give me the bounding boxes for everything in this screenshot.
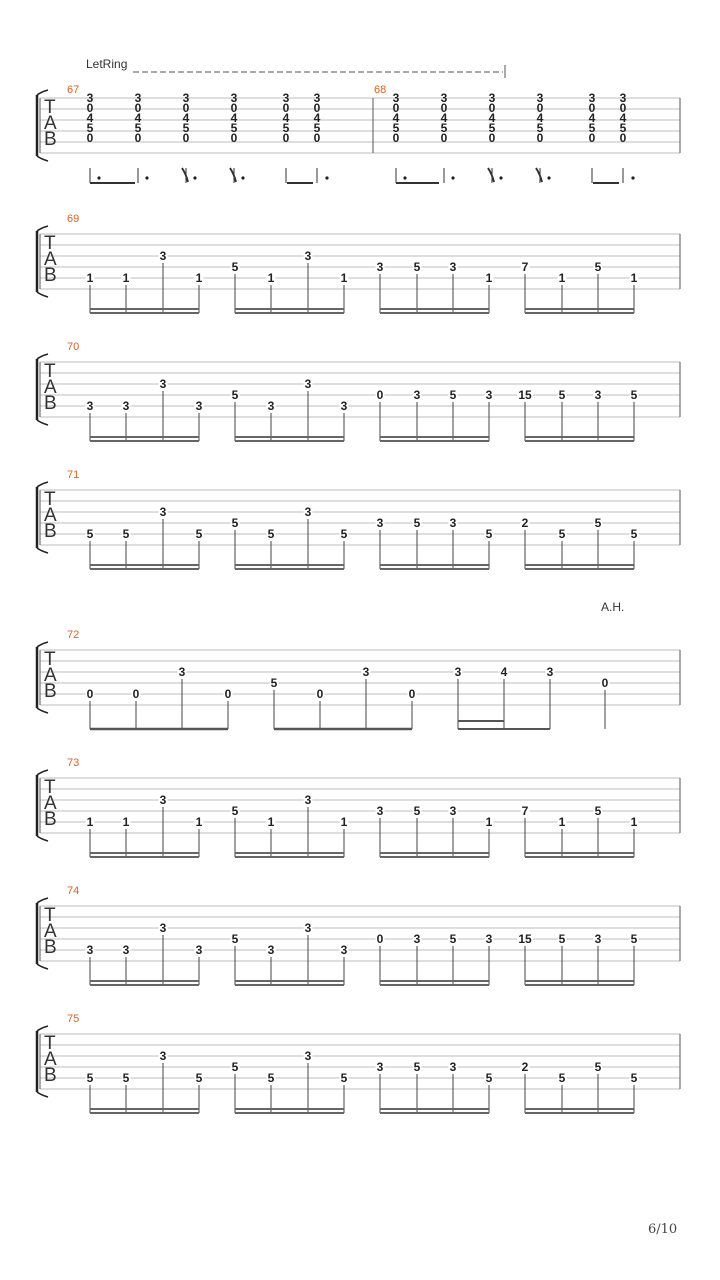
- fret-number: 5: [231, 260, 239, 274]
- tab-letter-t: T: [44, 1033, 56, 1054]
- fret-number: 0: [440, 131, 448, 145]
- tab-letter-t: T: [44, 233, 56, 254]
- fret-number: 3: [304, 1049, 312, 1063]
- fret-number: 5: [267, 1071, 275, 1085]
- fret-number: 4: [619, 111, 627, 125]
- fret-number: 3: [546, 665, 554, 679]
- fret-number: 5: [449, 932, 457, 946]
- fret-number: 4: [500, 665, 508, 679]
- fret-number: 5: [86, 1071, 94, 1085]
- rhythm-dot: [547, 176, 550, 179]
- fret-number: 3: [195, 943, 203, 957]
- fret-number: 3: [134, 91, 142, 105]
- rhythm-dot: [325, 176, 328, 179]
- fret-number: 3: [159, 921, 167, 935]
- tab-letter-a: A: [44, 505, 57, 526]
- fret-number: 5: [86, 527, 94, 541]
- tab-letter-a: A: [44, 921, 57, 942]
- fret-number: 0: [230, 101, 238, 115]
- fret-number: 1: [122, 271, 130, 285]
- fret-number: 4: [134, 111, 142, 125]
- bracket-bottom: [37, 964, 48, 969]
- system-5: [37, 600, 680, 729]
- tab-letter-t: T: [44, 361, 56, 382]
- fret-number: 1: [558, 815, 566, 829]
- fret-number: 15: [518, 932, 532, 946]
- bracket-top: [37, 354, 48, 359]
- fret-number: 5: [413, 804, 421, 818]
- fret-number: 5: [134, 121, 142, 135]
- fret-number: 5: [122, 527, 130, 541]
- fret-number: 3: [304, 377, 312, 391]
- fret-number: 5: [558, 527, 566, 541]
- tab-letter-b: B: [44, 1065, 57, 1086]
- fret-number: 0: [619, 101, 627, 115]
- tab-letter-t: T: [44, 489, 56, 510]
- fret-number: 4: [282, 111, 290, 125]
- measure-number: 68: [374, 84, 387, 96]
- fret-number: 1: [122, 815, 130, 829]
- system-1: [37, 84, 680, 183]
- fret-number: 3: [449, 516, 457, 530]
- fret-number: 3: [619, 91, 627, 105]
- fret-number: 0: [316, 687, 324, 701]
- fret-number: 1: [340, 271, 348, 285]
- fret-number: 5: [594, 804, 602, 818]
- fret-number: 3: [454, 665, 462, 679]
- fret-number: 3: [159, 377, 167, 391]
- fret-number: 0: [588, 131, 596, 145]
- fret-number: 0: [86, 687, 94, 701]
- fret-number: 5: [619, 121, 627, 135]
- fret-number: 0: [230, 131, 238, 145]
- fret-number: 1: [267, 815, 275, 829]
- fret-number: 3: [230, 91, 238, 105]
- fret-number: 3: [159, 505, 167, 519]
- fret-number: 3: [392, 91, 400, 105]
- fret-number: 0: [536, 101, 544, 115]
- fret-number: 5: [630, 388, 638, 402]
- fret-number: 4: [182, 111, 190, 125]
- tab-letter-t: T: [44, 97, 56, 118]
- measure-number: 71: [67, 469, 80, 481]
- fret-number: 5: [440, 121, 448, 135]
- fret-number: 5: [485, 527, 493, 541]
- bracket-top: [37, 482, 48, 487]
- fret-number: 4: [440, 111, 448, 125]
- tab-letter-a: A: [44, 665, 57, 686]
- fret-number: 5: [182, 121, 190, 135]
- fret-number: 5: [340, 527, 348, 541]
- fret-number: 3: [304, 249, 312, 263]
- fret-number: 5: [230, 121, 238, 135]
- fret-number: 3: [588, 91, 596, 105]
- system-3: [37, 341, 680, 441]
- fret-number: 5: [195, 527, 203, 541]
- fret-number: 5: [195, 1071, 203, 1085]
- fret-number: 3: [376, 260, 384, 274]
- fret-number: 5: [413, 260, 421, 274]
- rhythm-dot: [193, 176, 196, 179]
- tab-letter-t: T: [44, 777, 56, 798]
- fret-number: 5: [267, 527, 275, 541]
- fret-number: 0: [313, 131, 321, 145]
- fret-number: 4: [313, 111, 321, 125]
- fret-number: 0: [601, 676, 609, 690]
- bracket-top: [37, 770, 48, 775]
- fret-number: 3: [536, 91, 544, 105]
- fret-number: 0: [86, 101, 94, 115]
- let-ring-label: LetRing: [86, 57, 128, 71]
- fret-number: 0: [282, 131, 290, 145]
- let-ring-marker: [86, 57, 505, 78]
- fret-number: 5: [630, 527, 638, 541]
- fret-number: 4: [86, 111, 94, 125]
- fret-number: 5: [594, 516, 602, 530]
- fret-number: 3: [376, 1060, 384, 1074]
- fret-number: 3: [159, 793, 167, 807]
- fret-number: 0: [86, 131, 94, 145]
- fret-number: 5: [231, 388, 239, 402]
- measure-number: 70: [67, 341, 80, 353]
- fret-number: 5: [558, 388, 566, 402]
- fret-number: 3: [282, 91, 290, 105]
- fret-number: 4: [230, 111, 238, 125]
- system-8: [37, 1013, 680, 1113]
- fret-number: 5: [86, 121, 94, 135]
- bracket-top: [37, 642, 48, 647]
- rhythm-dot: [145, 176, 148, 179]
- system-6: [37, 757, 680, 857]
- measure-number: 69: [67, 213, 80, 225]
- system-2: [37, 213, 680, 313]
- fret-number: 15: [518, 388, 532, 402]
- fret-number: 5: [536, 121, 544, 135]
- fret-number: 1: [195, 271, 203, 285]
- fret-number: 3: [449, 1060, 457, 1074]
- bracket-bottom: [37, 420, 48, 425]
- fret-number: 5: [340, 1071, 348, 1085]
- fret-number: 5: [231, 932, 239, 946]
- tab-letter-t: T: [44, 905, 56, 926]
- measure-number: 72: [67, 629, 80, 641]
- fret-number: 1: [630, 271, 638, 285]
- fret-number: 3: [340, 943, 348, 957]
- fret-number: 5: [231, 516, 239, 530]
- fret-number: 3: [594, 932, 602, 946]
- fret-number: 0: [488, 101, 496, 115]
- measure-number: 74: [67, 885, 80, 897]
- fret-number: 0: [182, 101, 190, 115]
- fret-number: 3: [485, 932, 493, 946]
- bracket-bottom: [37, 292, 48, 297]
- system-7: [37, 885, 680, 985]
- tab-letter-b: B: [44, 937, 57, 958]
- fret-number: 5: [313, 121, 321, 135]
- fret-number: 5: [413, 516, 421, 530]
- fret-number: 4: [392, 111, 400, 125]
- tab-letter-b: B: [44, 265, 57, 286]
- fret-number: 4: [536, 111, 544, 125]
- fret-number: 3: [304, 793, 312, 807]
- fret-number: 0: [440, 101, 448, 115]
- fret-number: 1: [195, 815, 203, 829]
- tab-letter-b: B: [44, 521, 57, 542]
- fret-number: 5: [558, 932, 566, 946]
- fret-number: 0: [376, 388, 384, 402]
- fret-number: 3: [485, 388, 493, 402]
- fret-number: 3: [159, 1049, 167, 1063]
- fret-number: 3: [304, 505, 312, 519]
- tab-letter-t: T: [44, 649, 56, 670]
- fret-number: 4: [588, 111, 596, 125]
- fret-number: 3: [413, 388, 421, 402]
- fret-number: 1: [558, 271, 566, 285]
- fret-number: 0: [224, 687, 232, 701]
- fret-number: 0: [619, 131, 627, 145]
- artificial-harmonic-label: A.H.: [601, 600, 625, 614]
- fret-number: 0: [132, 687, 140, 701]
- fret-number: 3: [362, 665, 370, 679]
- fret-number: 3: [340, 399, 348, 413]
- rhythm-dot: [499, 176, 502, 179]
- fret-number: 3: [313, 91, 321, 105]
- fret-number: 5: [231, 1060, 239, 1074]
- fret-number: 5: [588, 121, 596, 135]
- fret-number: 3: [86, 91, 94, 105]
- bracket-top: [37, 1026, 48, 1031]
- fret-number: 1: [86, 271, 94, 285]
- fret-number: 3: [267, 943, 275, 957]
- fret-number: 0: [488, 131, 496, 145]
- tab-letter-b: B: [44, 809, 57, 830]
- fret-number: 0: [182, 131, 190, 145]
- fret-number: 1: [267, 271, 275, 285]
- fret-number: 1: [485, 271, 493, 285]
- bracket-top: [37, 226, 48, 231]
- bracket-bottom: [37, 1092, 48, 1097]
- fret-number: 3: [267, 399, 275, 413]
- rhythm-flag: [230, 168, 236, 182]
- bracket-bottom: [37, 548, 48, 553]
- fret-number: 0: [588, 101, 596, 115]
- fret-number: 0: [376, 932, 384, 946]
- fret-number: 3: [159, 249, 167, 263]
- fret-number: 3: [178, 665, 186, 679]
- fret-number: 0: [392, 131, 400, 145]
- fret-number: 0: [408, 687, 416, 701]
- bracket-top: [37, 898, 48, 903]
- fret-number: 1: [630, 815, 638, 829]
- fret-number: 3: [182, 91, 190, 105]
- fret-number: 7: [521, 804, 529, 818]
- bracket-bottom: [37, 836, 48, 841]
- fret-number: 5: [485, 1071, 493, 1085]
- fret-number: 3: [86, 399, 94, 413]
- fret-number: 3: [122, 943, 130, 957]
- fret-number: 5: [449, 388, 457, 402]
- fret-number: 5: [392, 121, 400, 135]
- fret-number: 7: [521, 260, 529, 274]
- tab-letter-b: B: [44, 393, 57, 414]
- measure-number: 67: [67, 84, 80, 96]
- fret-number: 0: [134, 131, 142, 145]
- fret-number: 3: [304, 921, 312, 935]
- tab-letter-a: A: [44, 113, 57, 134]
- bracket-bottom: [37, 708, 48, 713]
- fret-number: 2: [521, 1060, 529, 1074]
- rhythm-dot: [97, 176, 100, 179]
- fret-number: 5: [231, 804, 239, 818]
- fret-number: 1: [485, 815, 493, 829]
- tab-letter-a: A: [44, 377, 57, 398]
- fret-number: 1: [340, 815, 348, 829]
- fret-number: 3: [376, 804, 384, 818]
- fret-number: 5: [122, 1071, 130, 1085]
- fret-number: 5: [413, 1060, 421, 1074]
- tab-letter-a: A: [44, 793, 57, 814]
- fret-number: 3: [122, 399, 130, 413]
- fret-number: 2: [521, 516, 529, 530]
- fret-number: 3: [594, 388, 602, 402]
- tab-letter-b: B: [44, 129, 57, 150]
- fret-number: 5: [558, 1071, 566, 1085]
- fret-number: 5: [282, 121, 290, 135]
- rhythm-flag: [536, 168, 542, 182]
- measure-number: 75: [67, 1013, 80, 1025]
- fret-number: 3: [376, 516, 384, 530]
- fret-number: 5: [630, 1071, 638, 1085]
- fret-number: 0: [536, 131, 544, 145]
- tab-letter-a: A: [44, 1049, 57, 1070]
- fret-number: 0: [313, 101, 321, 115]
- fret-number: 3: [413, 932, 421, 946]
- fret-number: 5: [488, 121, 496, 135]
- tab-letter-a: A: [44, 249, 57, 270]
- fret-number: 5: [594, 260, 602, 274]
- rhythm-flag: [182, 168, 188, 182]
- rhythm-dot: [403, 176, 406, 179]
- fret-number: 3: [449, 804, 457, 818]
- fret-number: 1: [86, 815, 94, 829]
- rhythm-flag: [488, 168, 494, 182]
- fret-number: 3: [440, 91, 448, 105]
- fret-number: 5: [594, 1060, 602, 1074]
- fret-number: 3: [488, 91, 496, 105]
- fret-number: 5: [630, 932, 638, 946]
- fret-number: 3: [86, 943, 94, 957]
- fret-number: 4: [488, 111, 496, 125]
- rhythm-dot: [241, 176, 244, 179]
- fret-number: 0: [392, 101, 400, 115]
- tab-letter-b: B: [44, 681, 57, 702]
- fret-number: 3: [449, 260, 457, 274]
- page-number: 6/10: [648, 1222, 678, 1237]
- fret-number: 0: [282, 101, 290, 115]
- fret-number: 3: [195, 399, 203, 413]
- fret-number: 0: [134, 101, 142, 115]
- fret-number: 5: [270, 676, 278, 690]
- measure-number: 73: [67, 757, 80, 769]
- bracket-top: [37, 90, 48, 95]
- rhythm-dot: [631, 176, 634, 179]
- system-4: [37, 469, 680, 569]
- rhythm-dot: [451, 176, 454, 179]
- bracket-bottom: [37, 156, 48, 161]
